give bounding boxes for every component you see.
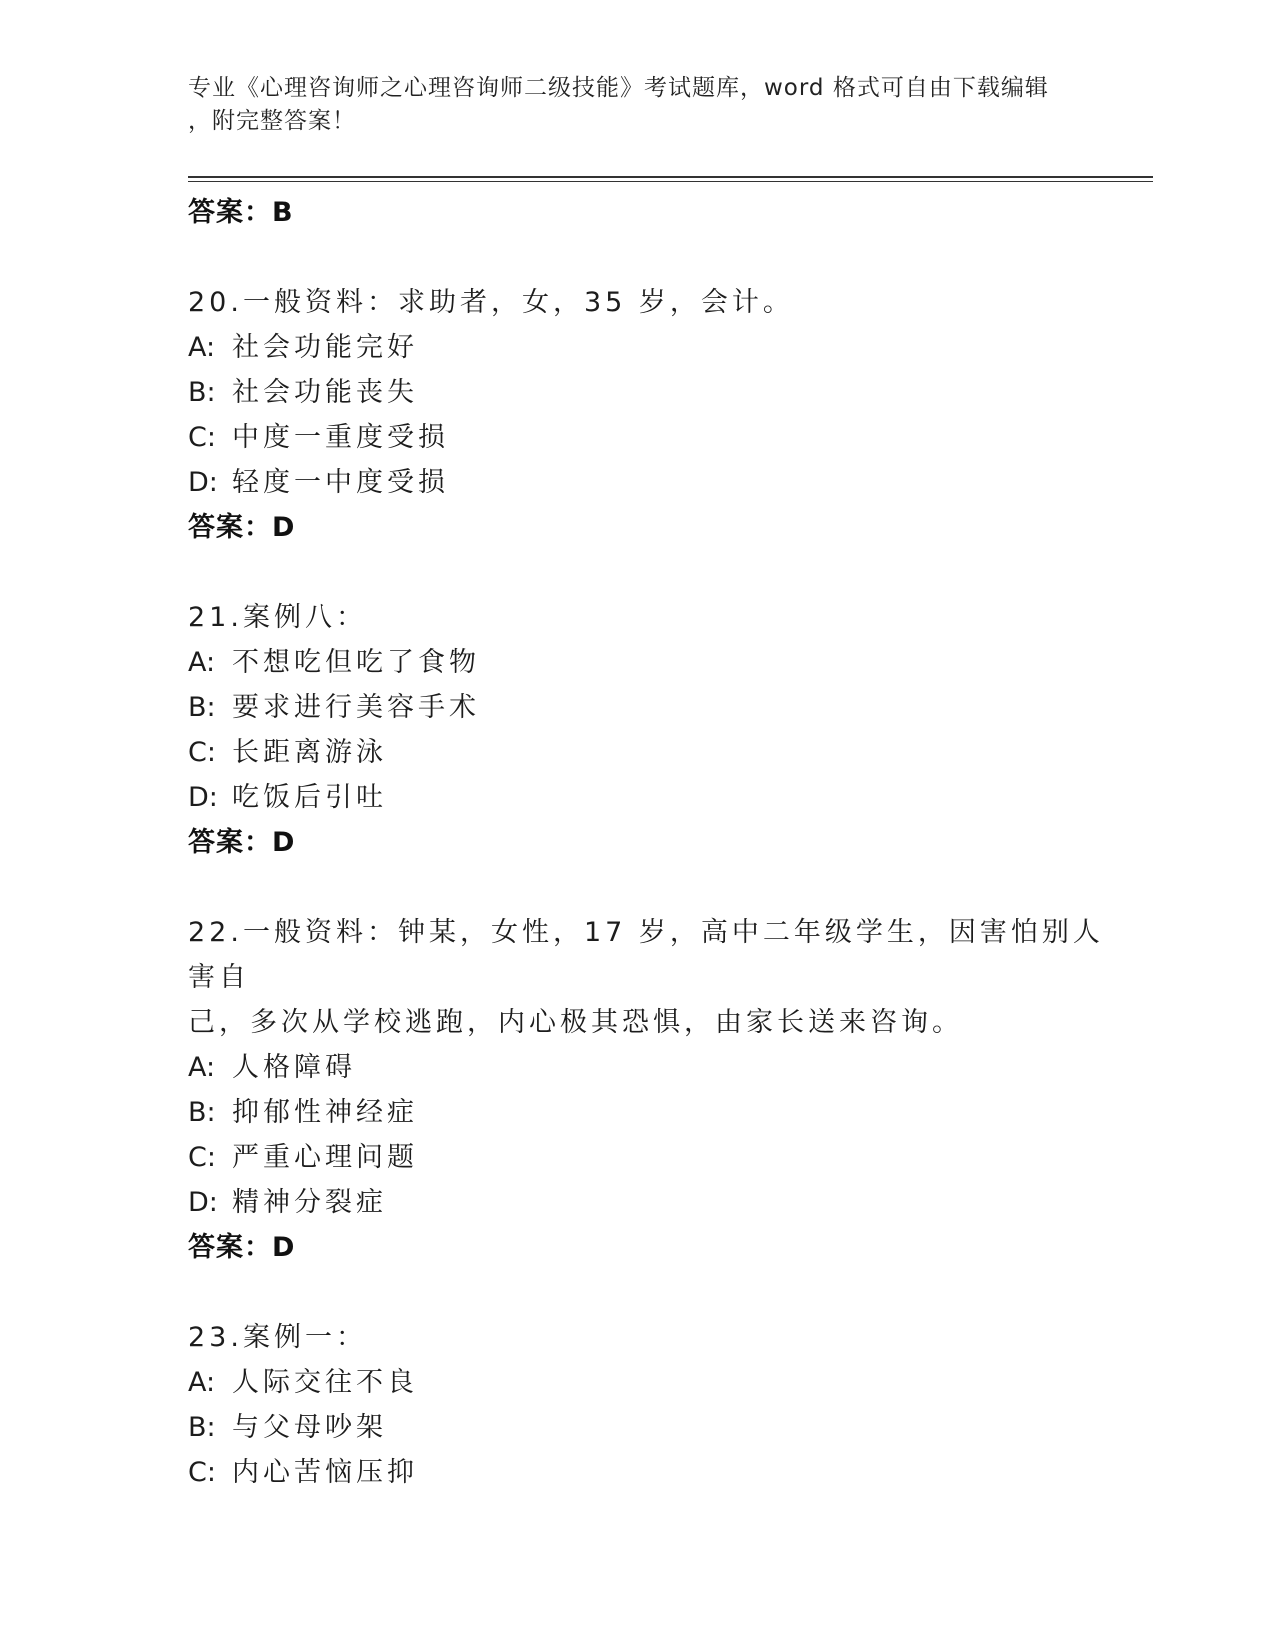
option-letter: A: [188, 332, 216, 363]
option-text: 严重心理问题 [232, 1142, 418, 1173]
question-block-21 [188, 595, 1108, 866]
option-letter: A: [188, 1052, 216, 1083]
option-letter: C: [188, 422, 216, 453]
option-text: 长距离游泳 [232, 737, 387, 768]
option-text: 轻度一中度受损 [232, 467, 449, 498]
question-list [188, 190, 1108, 1495]
option-b [188, 370, 1108, 415]
option-d [188, 460, 1108, 505]
option-b [188, 685, 1108, 730]
header-line-1: 专业《心理咨询师之心理咨询师二级技能》考试题库，word 格式可自由下载编辑 [188, 75, 1049, 101]
option-letter: A: [188, 647, 216, 678]
option-text: 内心苦恼压抑 [232, 1457, 418, 1488]
option-letter: B: [188, 1097, 216, 1128]
answer-line: 答案：D [188, 827, 296, 858]
option-text: 社会功能丧失 [232, 377, 418, 408]
question-block-20 [188, 280, 1108, 551]
option-a [188, 1045, 1108, 1090]
option-letter: C: [188, 737, 216, 768]
option-letter: D: [188, 782, 218, 813]
option-c [188, 415, 1108, 460]
answer-line: 答案：B [188, 197, 294, 228]
option-d [188, 1180, 1108, 1225]
option-text: 人际交往不良 [232, 1367, 418, 1398]
option-c [188, 1135, 1108, 1180]
option-a [188, 640, 1108, 685]
header-divider-thick [188, 176, 1153, 178]
answer-line: 答案：D [188, 512, 296, 543]
option-letter: B: [188, 377, 216, 408]
option-letter: C: [188, 1142, 216, 1173]
question-block-22 [188, 910, 1108, 1271]
option-letter: C: [188, 1457, 216, 1488]
spacer [188, 1271, 1108, 1315]
option-c [188, 1450, 1108, 1495]
option-letter: D: [188, 1187, 218, 1218]
option-d [188, 775, 1108, 820]
option-text: 中度一重度受损 [232, 422, 449, 453]
option-letter: B: [188, 692, 216, 723]
question-stem: 20.一般资料：求助者，女，35 岁，会计。 [188, 287, 794, 318]
option-text: 不想吃但吃了食物 [232, 647, 480, 678]
question-stem: 23.案例一： [188, 1322, 367, 1353]
option-c [188, 730, 1108, 775]
option-text: 社会功能完好 [232, 332, 418, 363]
question-stem-line-1: 22.一般资料：钟某，女性，17 岁，高中二年级学生，因害怕别人害自 [188, 917, 1104, 993]
option-text: 与父母吵架 [232, 1412, 387, 1443]
document-header [188, 72, 1088, 138]
option-letter: B: [188, 1412, 216, 1443]
spacer [188, 551, 1108, 595]
option-b [188, 1090, 1108, 1135]
option-text: 要求进行美容手术 [232, 692, 480, 723]
question-stem-line-2: 己，多次从学校逃跑，内心极其恐惧，由家长送来咨询。 [188, 1007, 963, 1038]
option-text: 精神分裂症 [232, 1187, 387, 1218]
spacer [188, 236, 1108, 280]
header-line-2: ，附完整答案！ [188, 108, 356, 134]
option-letter: D: [188, 467, 218, 498]
option-letter: A: [188, 1367, 216, 1398]
spacer [188, 866, 1108, 910]
option-text: 抑郁性神经症 [232, 1097, 418, 1128]
question-block-23 [188, 1315, 1108, 1495]
option-a [188, 1360, 1108, 1405]
option-text: 人格障碍 [232, 1052, 356, 1083]
header-divider-thin [188, 181, 1153, 182]
option-b [188, 1405, 1108, 1450]
option-a [188, 325, 1108, 370]
question-stem: 21.案例八： [188, 602, 367, 633]
option-text: 吃饭后引吐 [232, 782, 387, 813]
answer-line: 答案：D [188, 1232, 296, 1263]
